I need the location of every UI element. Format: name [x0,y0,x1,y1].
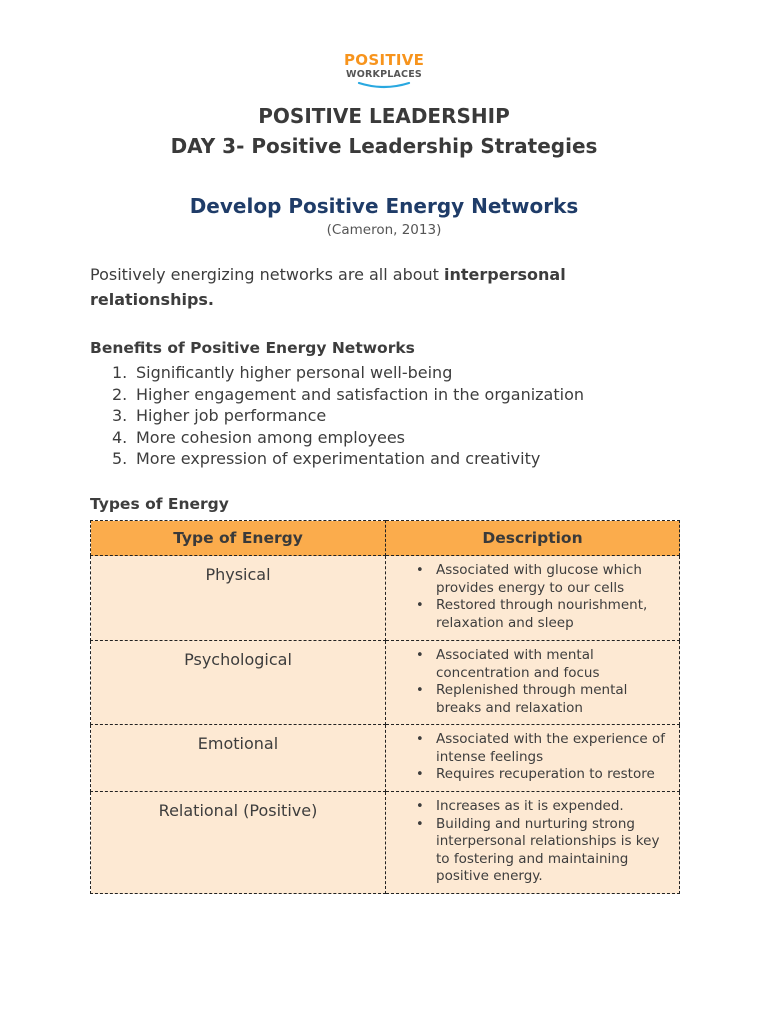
bullet-item: • Replenished through mental breaks and relaxation [436,682,673,717]
bullet-list [386,798,673,886]
list-number: 5. [112,449,128,468]
list-item [90,448,584,470]
bullet-list [386,731,673,784]
list-number: 1. [112,363,128,382]
list-item-text: Higher engagement and satisfaction in the organization [136,384,585,404]
positive-workplaces-logo [344,52,424,98]
logo-line-2: WORKPLACES [346,69,422,80]
column-header-description: Description [386,521,680,556]
table-row [91,556,680,641]
list-number: 4. [112,427,128,447]
bullet-item: • Increases as it is expended. [436,798,673,816]
list-number: 3. [112,406,128,425]
column-header-type: Type of Energy [91,521,386,556]
energy-type-cell: Emotional [91,725,386,792]
list-item [90,427,584,449]
list-item-text: Higher job performance [136,406,327,425]
list-item-text: More cohesion among employees [136,427,405,447]
section-heading: Develop Positive Energy Networks [189,194,579,218]
benefits-heading: Benefits of Positive Energy Networks [90,339,415,357]
description-cell [386,725,680,792]
energy-type-cell: Physical [91,556,386,641]
types-heading: Types of Energy [90,495,229,513]
table-row [91,792,680,894]
page-title: POSITIVE LEADERSHIP [258,104,510,128]
benefits-list [90,362,584,470]
intro-bold-text: interpersonal relationships. [90,265,566,309]
page-subtitle: DAY 3- Positive Leadership Strategies [170,134,598,158]
list-item [90,362,584,384]
bullet-item: • Associated with mental concentration and focus [436,647,673,682]
bullet-item: • Associated with glucose which provides energy to our cells [436,562,673,597]
bullet-list [386,647,673,717]
intro-text: Positively energizing networks are all about [90,265,445,284]
table-header-row [91,521,680,556]
logo-line-1: POSITIVE [344,51,425,69]
list-item-text: Significantly higher personal well-being [136,363,453,382]
description-cell [386,792,680,894]
list-number: 2. [112,384,128,404]
bullet-list [386,562,673,632]
list-item-text: More expression of experimentation and creativity [136,449,541,468]
table-row [91,725,680,792]
description-cell [386,556,680,641]
description-cell [386,641,680,725]
bullet-item: • Restored through nourishment, relaxation and sleep [436,597,673,632]
bullet-item: • Requires recuperation to restore [436,766,673,784]
table-row [91,641,680,725]
list-item [90,384,584,406]
citation: (Cameron, 2013) [326,222,442,238]
intro-paragraph [90,262,690,312]
list-item [90,405,584,427]
bullet-item: • Associated with the experience of intense feelings [436,731,673,766]
energy-type-cell: Relational (Positive) [91,792,386,894]
energy-type-cell: Psychological [91,641,386,725]
logo-smile-arc-icon [356,81,412,89]
bullet-item: • Building and nurturing strong interpersonal relationships is key to fostering and maintaining positive energy. [436,816,673,886]
energy-types-table [90,520,680,894]
